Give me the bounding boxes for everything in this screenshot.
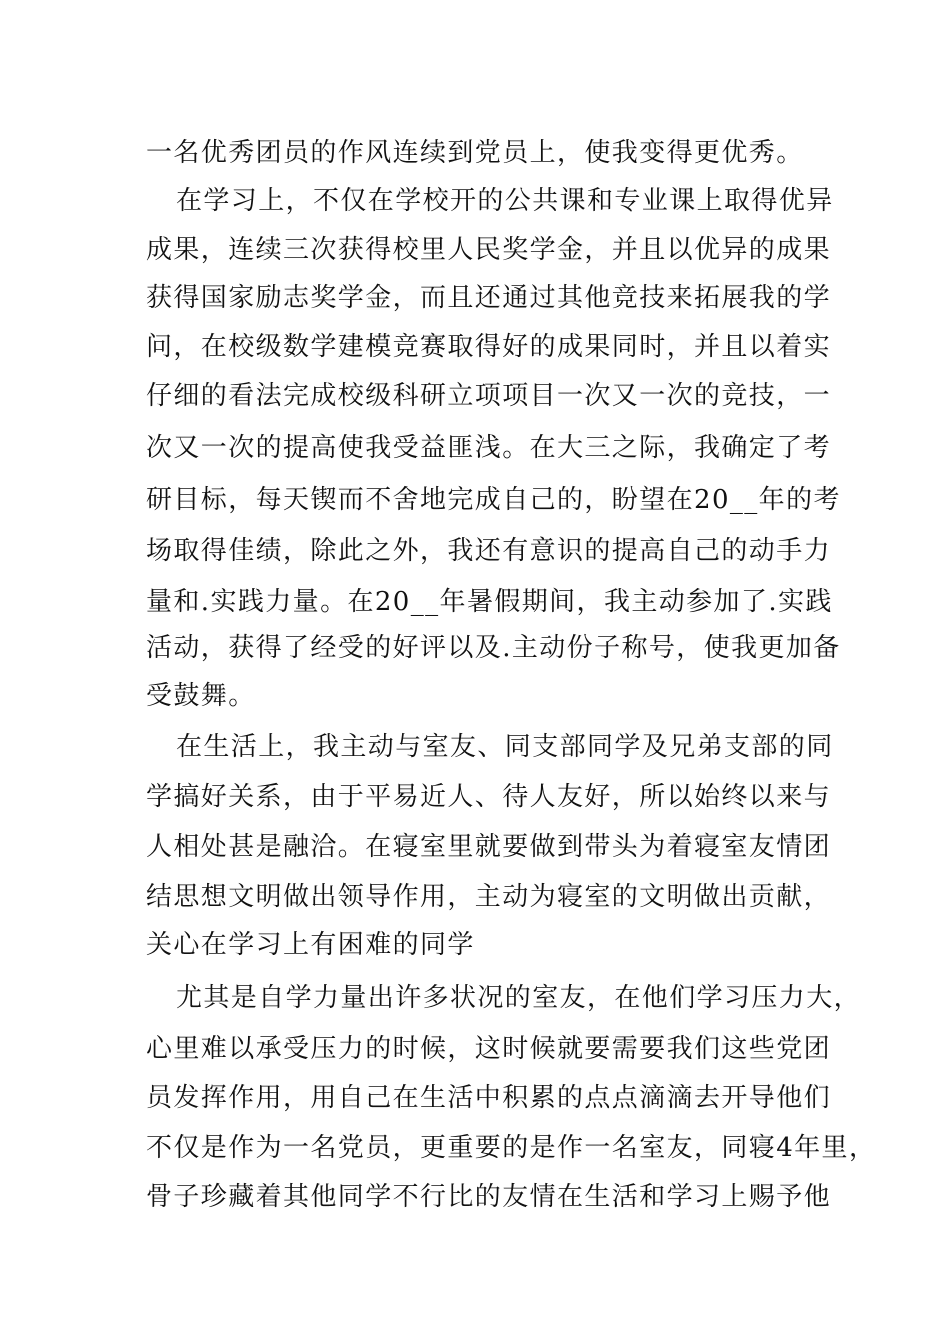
paragraph-first-line: 在学习上，不仅在学校开的公共课和专业课上取得优异 <box>176 186 834 216</box>
text-line: 骨子珍藏着其他同学不行比的友情在生活和学习上赐予他 <box>146 1182 832 1212</box>
text-line: 活动，获得了经受的好评以及.主动份子称号，使我更加备 <box>146 633 841 663</box>
text-line: 获得国家励志奖学金，而且还通过其他竞技来拓展我的学 <box>146 283 832 313</box>
text-line: 量和.实践力量。在20__年暑假期间，我主动参加了.实践 <box>146 587 833 617</box>
text-line: 仔细的看法完成校级科研立项项目一次又一次的竞技，一 <box>146 381 832 411</box>
text-line: 学搞好关系，由于平易近人、待人友好，所以始终以来与 <box>146 782 832 812</box>
text-line: 结思想文明做出领导作用，主动为寝室的文明做出贡献， <box>146 882 832 912</box>
text-line: 受鼓舞。 <box>146 681 256 711</box>
text-line: 一名优秀团员的作风连续到党员上，使我变得更优秀。 <box>146 138 804 168</box>
text-line: 人相处甚是融洽。在寝室里就要做到带头为着寝室友情团 <box>146 832 832 862</box>
text-line: 成果，连续三次获得校里人民奖学金，并且以优异的成果 <box>146 235 832 265</box>
text-line: 次又一次的提高使我受益匪浅。在大三之际，我确定了考 <box>146 433 832 463</box>
text-line: 问，在校级数学建模竞赛取得好的成果同时，并且以着实 <box>146 332 832 362</box>
paragraph-first-line: 在生活上，我主动与室友、同支部同学及兄弟支部的同 <box>176 732 834 762</box>
text-line: 场取得佳绩，除此之外，我还有意识的提高自己的动手力 <box>146 536 832 566</box>
text-line: 不仅是作为一名党员，更重要的是作一名室友，同寝4年里， <box>146 1133 877 1163</box>
text-line: 研目标，每天锲而不舍地完成自己的，盼望在20__年的考 <box>146 485 841 515</box>
text-line: 员发挥作用，用自己在生活中积累的点点滴滴去开导他们 <box>146 1083 832 1113</box>
paragraph-first-line: 尤其是自学力量出许多状况的室友，在他们学习压力大， <box>176 983 862 1013</box>
text-line: 关心在学习上有困难的同学 <box>146 930 475 960</box>
text-line: 心里难以承受压力的时候，这时候就要需要我们这些党团 <box>146 1034 832 1064</box>
